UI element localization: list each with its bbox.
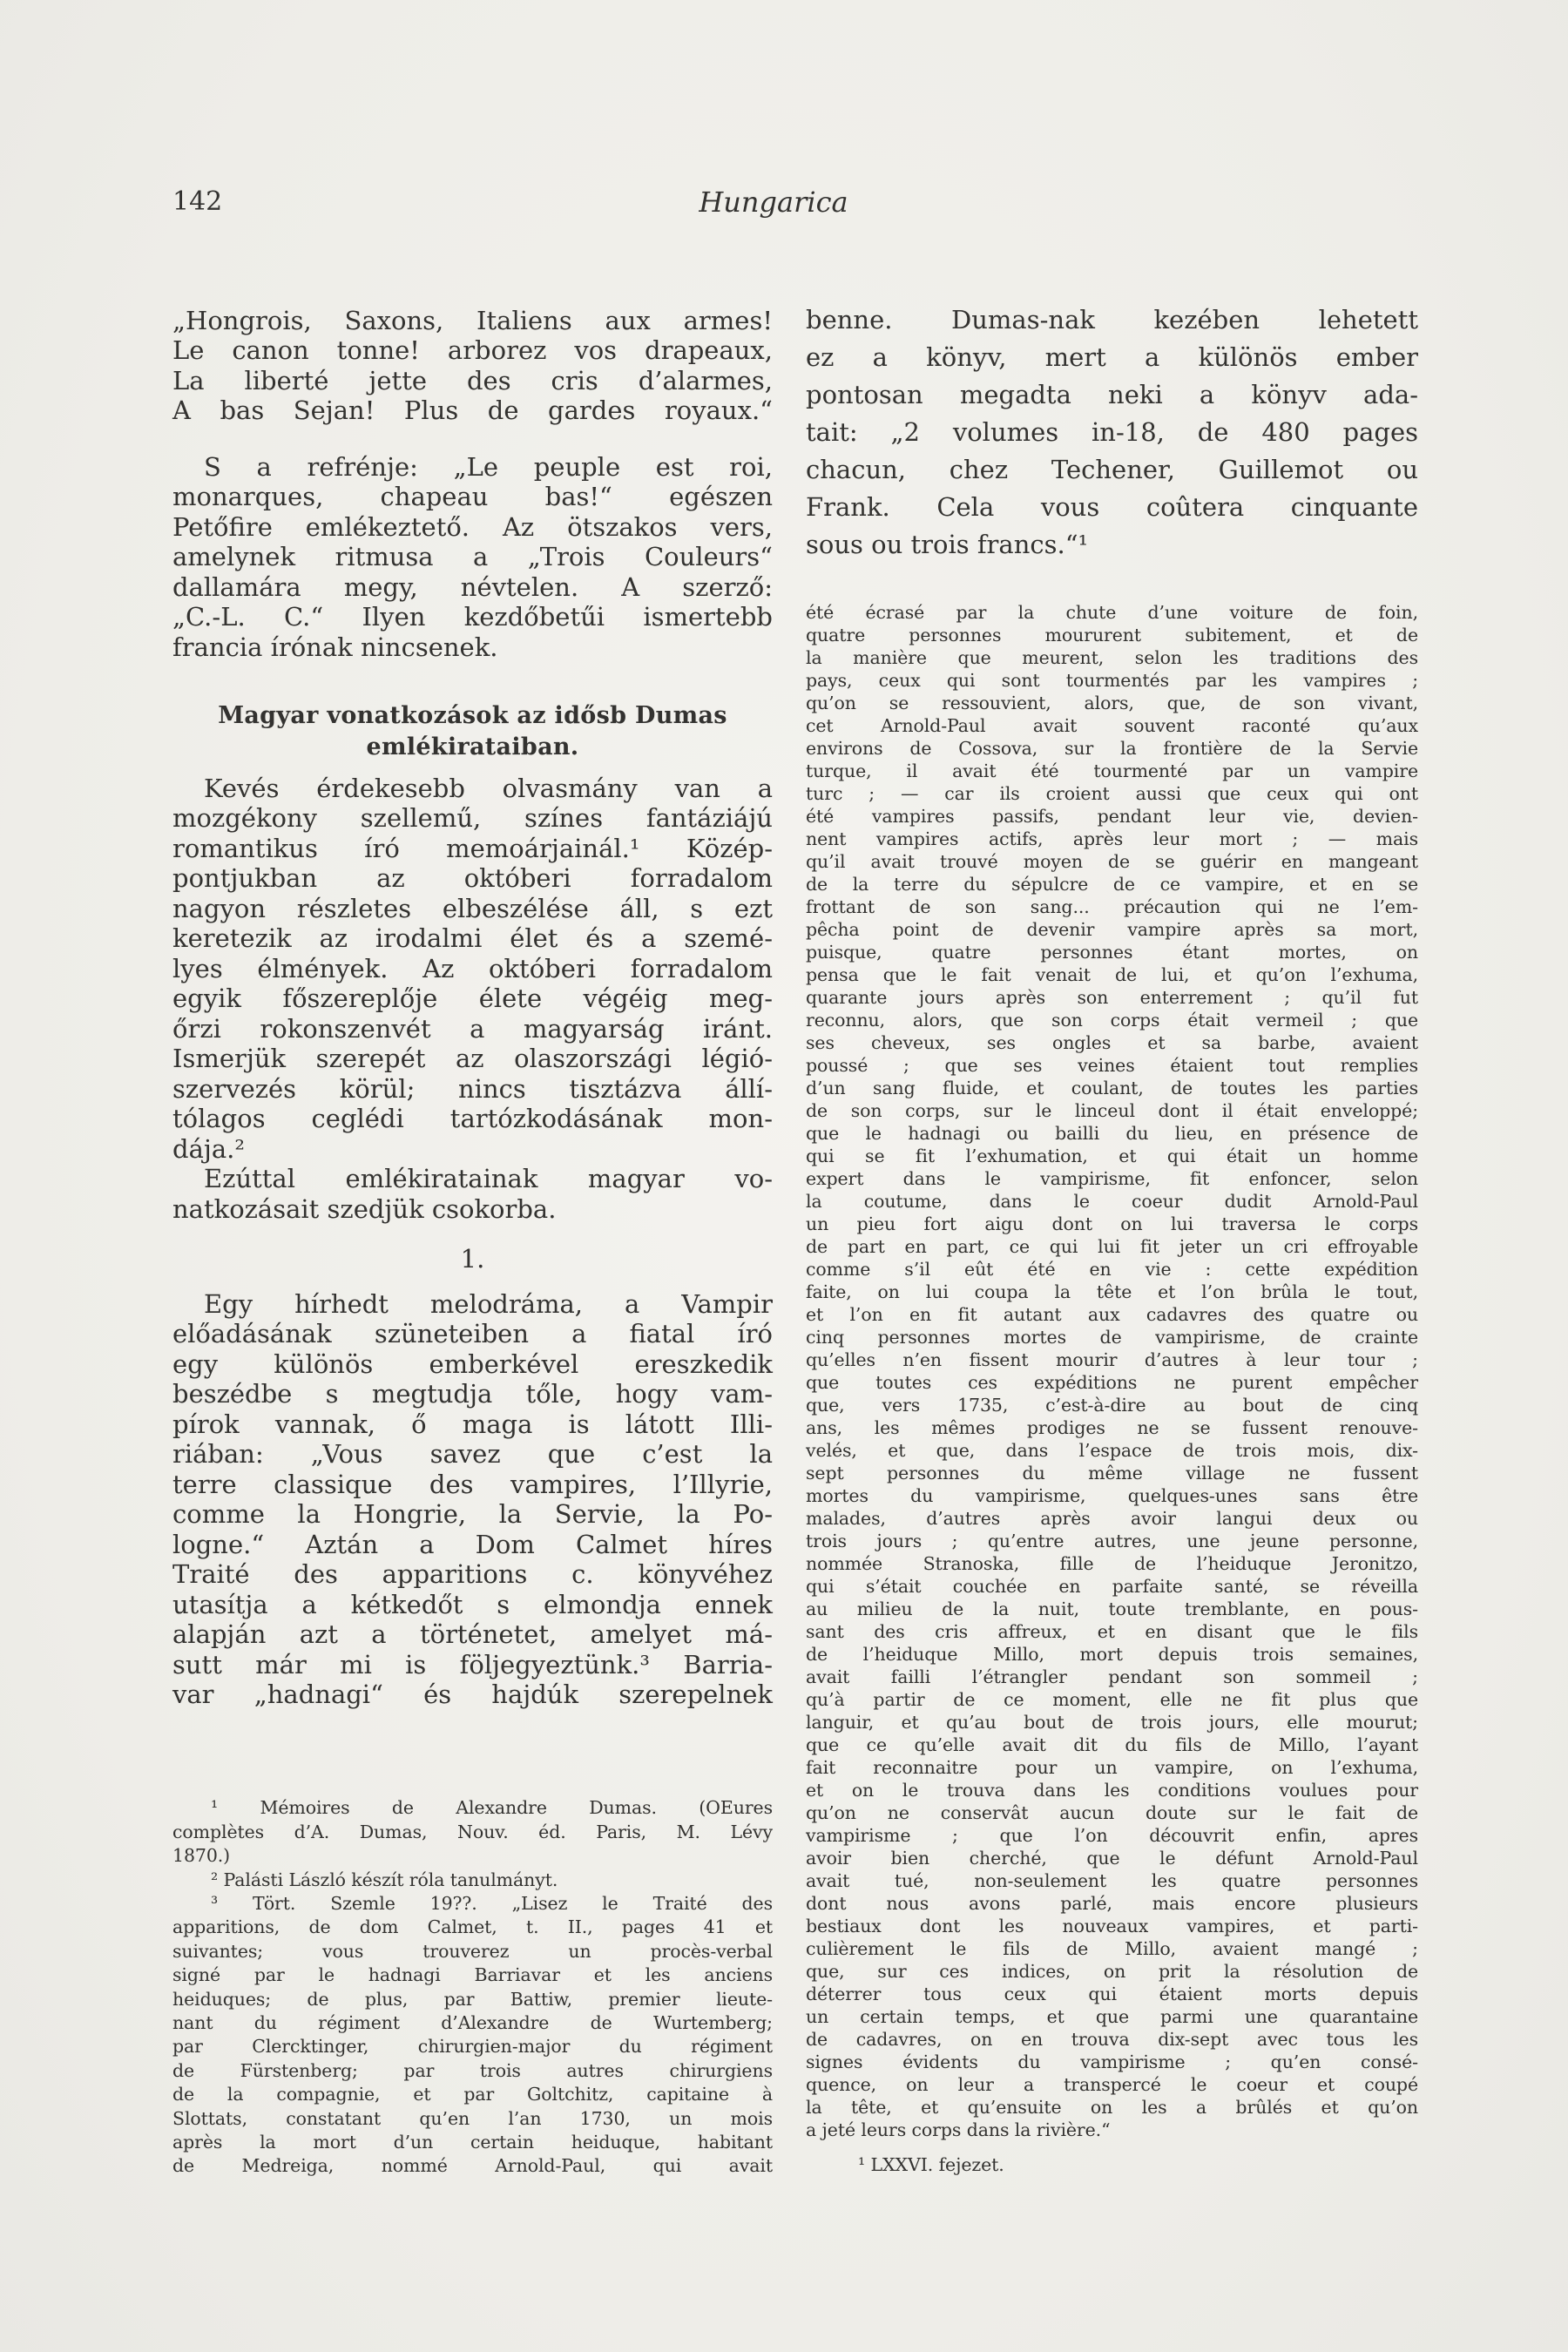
paragraph-line: dája.² (172, 1133, 245, 1164)
quote-line: nommée Stranoska, fille de l’heiduque Jeronitzo, (806, 1553, 1418, 1574)
paragraph-line: Egy hírhedt melodráma, a Vampir (204, 1288, 773, 1319)
quote-line: sept personnes du même village ne fussent (806, 1463, 1418, 1484)
paragraph-line: terre classique des vampires, l’Illyrie, (172, 1469, 773, 1499)
paragraph-line: riában: „Vous savez que c’est la (172, 1439, 773, 1470)
quote-line: qu’à partir de ce moment, elle ne fit plus que (806, 1689, 1418, 1710)
quote-line: qu’elles n’en fissent mourir d’autres à leur tour ; (806, 1349, 1418, 1370)
paragraph-line: ez a könyv, mert a különös ember (806, 341, 1418, 372)
quote-line: turc ; — car ils croient aussi que ceux qui ont (806, 783, 1418, 804)
quote-line: comme s’il eût été en vie : cette expédition (806, 1259, 1418, 1280)
paragraph-line: logne.“ Aztán a Dom Calmet híres (172, 1529, 773, 1559)
quote-line: poussé ; que ses veines étaient tout remplies (806, 1055, 1418, 1076)
footnote-line: Slottats, constatant qu’en l’an 1730, un mois (172, 2107, 773, 2129)
poem-line: A bas Sejan! Plus de gardes royaux.“ (172, 395, 773, 426)
footnote-line: ² Palásti László készít róla tanulmányt. (211, 1869, 558, 1890)
quote-line: mortes du vampirisme, quelques-unes sans être (806, 1485, 1418, 1506)
paragraph-line: sous ou trois francs.“¹ (806, 529, 1089, 559)
poem-line: „Hongrois, Saxons, Italiens aux armes! (172, 305, 773, 335)
paragraph-line: amelynek ritmusa a „Trois Couleurs“ (172, 542, 773, 572)
quote-line: frottant de son sang... précaution qui ne l’em- (806, 896, 1418, 917)
paragraph-line: pontosan megadta neki a könyv ada- (806, 379, 1418, 409)
footnote-line: ³ Tört. Szemle 19??. „Lisez le Traité des (211, 1892, 773, 1914)
quote-line: qu’on se ressouvient, alors, que, de son vivant, (806, 693, 1418, 713)
paragraph-line: monarques, chapeau bas!“ egészen (172, 482, 773, 512)
paragraph-line: keretezik az irodalmi élet és a szemé- (172, 923, 773, 954)
quote-line: quatre personnes moururent subitement, et de (806, 625, 1418, 645)
footnote-line: complètes d’A. Dumas, Nouv. éd. Paris, M. Lévy (172, 1821, 773, 1842)
quote-line: un certain temps, et que parmi une quarantaine (806, 2006, 1418, 2027)
quote-line: que toutes ces expéditions ne purent empêcher (806, 1372, 1418, 1393)
footnote-line: suivantes; vous trouverez un procès-verbal (172, 1940, 773, 1962)
quote-line: bestiaux dont les nouveaux vampires, et parti- (806, 1916, 1418, 1936)
paragraph-line: tólagos ceglédi tartózkodásának mon- (172, 1104, 773, 1134)
quote-line: dont nous avons parlé, mais encore plusieurs (806, 1893, 1418, 1914)
quote-line: avoir bien cherché, que le défunt Arnold-Paul (806, 1848, 1418, 1869)
footnote-line: apparitions, de dom Calmet, t. II., pages 41 et (172, 1916, 773, 1938)
section-number: 1. (460, 1244, 485, 1274)
quote-line: languir, et qu’au bout de trois jours, elle mourut; (806, 1712, 1418, 1733)
quote-line: environs de Cossova, sur la frontière de la Servie (806, 738, 1418, 759)
paragraph-line: alapján azt a történetet, amelyet má- (172, 1619, 773, 1650)
quote-line: un pieu fort aigu dont on lui traversa le corps (806, 1213, 1418, 1234)
section-heading-line: Magyar vonatkozások az idősb Dumas (218, 702, 727, 729)
paragraph-line: benne. Dumas-nak kezében lehetett (806, 304, 1418, 335)
footnote-line: heiduques; de plus, par Battiw, premier lieute- (172, 1988, 773, 2010)
quote-line: ses cheveux, ses ongles et sa barbe, avaient (806, 1032, 1418, 1053)
paragraph-line: Traité des apparitions c. könyvéhez (172, 1559, 773, 1590)
quote-line: quarante jours après son enterrement ; qu’il fut (806, 987, 1418, 1008)
quote-line: trois jours ; qu’entre autres, une jeune personne, (806, 1531, 1418, 1551)
footnote-line: après la mort d’un certain heiduque, habitant (172, 2131, 773, 2153)
paragraph-line: dallamára megy, névtelen. A szerző: (172, 571, 773, 602)
quote-line: turque, il avait été tourmenté par un vampire (806, 760, 1418, 781)
running-title: Hungarica (699, 186, 848, 219)
quote-line: cinq personnes mortes de vampirisme, de crainte (806, 1327, 1418, 1348)
paragraph-line: romantikus író memoárjainál.¹ Közép- (172, 833, 773, 863)
paragraph-line: S a refrénje: „Le peuple est roi, (204, 451, 773, 482)
paragraph-line: tait: „2 volumes in-18, de 480 pages (806, 416, 1418, 447)
paragraph-line: mozgékony szellemű, színes fantáziájú (172, 803, 773, 834)
quote-line: de part en part, ce qui lui fit jeter un cri effroyable (806, 1236, 1418, 1257)
quote-line: et l’on en fit autant aux cadavres des quatre ou (806, 1304, 1418, 1325)
paragraph-line: szervezés körül; nincs tisztázva állí- (172, 1073, 773, 1104)
paragraph-line: őrzi rokonszenvét a magyarság iránt. (172, 1013, 773, 1044)
quote-line: expert dans le vampirisme, fit enfoncer, selon (806, 1168, 1418, 1189)
paragraph-line: egyik főszereplője élete végéig meg- (172, 983, 773, 1014)
paragraph-line: chacun, chez Techener, Guillemot ou (806, 454, 1418, 484)
paragraph-line: egy különös emberkével ereszkedik (172, 1348, 773, 1379)
quote-line: été vampires passifs, pendant leur vie, devien- (806, 806, 1418, 827)
quote-line: culièrement le fils de Millo, avaient mangé ; (806, 1938, 1418, 1959)
quote-line: velés, et que, dans l’espace de trois mois, dix- (806, 1440, 1418, 1461)
quote-line: la tête, et qu’ensuite on les a brûlés et qu’on (806, 2097, 1418, 2118)
paragraph-line: Ezúttal emlékiratainak magyar vo- (204, 1164, 773, 1194)
footnote-line: nant du régiment d’Alexandre de Wurtemberg; (172, 2011, 773, 2033)
quote-line: malades, d’autres après avoir langui deux ou (806, 1508, 1418, 1529)
footnote-line: de la compagnie, et par Goltchitz, capitaine à (172, 2084, 773, 2105)
quote-line: déterrer tous ceux qui étaient morts depuis (806, 1984, 1418, 2004)
page-number: 142 (172, 186, 223, 217)
quote-line: que le hadnagi ou bailli du lieu, en présence de (806, 1123, 1418, 1144)
footnote-line: ¹ LXXVI. fejezet. (858, 2154, 1004, 2176)
quote-line: pensa que le fait venait de lui, et qu’on l’exhuma, (806, 964, 1418, 985)
paragraph-line: Kevés érdekesebb olvasmány van a (204, 773, 773, 803)
quote-line: pêcha point de devenir vampire après sa mort, (806, 919, 1418, 940)
quote-line: de l’heiduque Millo, mort depuis trois semaines, (806, 1644, 1418, 1665)
quote-line: reconnu, alors, que son corps était vermeil ; que (806, 1010, 1418, 1031)
quote-line: qui s’était couchée en parfaite santé, se réveilla (806, 1576, 1418, 1597)
paragraph-line: francia írónak nincsenek. (172, 632, 498, 662)
quote-line: la manière que meurent, selon les traditions des (806, 647, 1418, 668)
quote-line: de cadavres, on en trouva dix-sept avec tous les (806, 2029, 1418, 2050)
paragraph-line: nagyon részletes elbeszélése áll, s ezt (172, 893, 773, 923)
quote-line: de la terre du sépulcre de ce vampire, et en se (806, 874, 1418, 895)
section-heading-line: emlékirataiban. (366, 733, 579, 760)
quote-line: vampirisme ; que l’on découvrit enfin, apres (806, 1825, 1418, 1846)
quote-line: signes évidents du vampirisme ; qu’en consé- (806, 2051, 1418, 2072)
quote-line: été écrasé par la chute d’une voiture de foin, (806, 602, 1418, 623)
footnote-line: de Fürstenberg; par trois autres chirurgiens (172, 2059, 773, 2081)
paragraph-line: Ismerjük szerepét az olaszországi légió- (172, 1044, 773, 1074)
poem-line: Le canon tonne! arborez vos drapeaux, (172, 335, 773, 366)
quote-line: faite, on lui coupa la tête et l’on brûla le tout, (806, 1281, 1418, 1302)
quote-line: qu’il avait trouvé moyen de se guérir en mangeant (806, 851, 1418, 872)
quote-line: que, vers 1735, c’est-à-dire au bout de cinq (806, 1395, 1418, 1416)
paragraph-line: beszédbe s megtudja tőle, hogy vam- (172, 1379, 773, 1409)
quote-line: d’un sang fluide, et coulant, de toutes les parties (806, 1078, 1418, 1098)
quote-line: a jeté leurs corps dans la rivière.“ (806, 2119, 1111, 2140)
quote-line: cet Arnold-Paul avait souvent raconté qu’aux (806, 715, 1418, 736)
paragraph-line: natkozásait szedjük csokorba. (172, 1193, 557, 1224)
quote-line: ans, les mêmes prodiges ne se fussent renouve- (806, 1417, 1418, 1438)
paragraph-line: pontjukban az októberi forradalom (172, 863, 773, 894)
paragraph-line: Petőfire emlékeztető. Az ötszakos vers, (172, 511, 773, 542)
paragraph-line: lyes élmények. Az októberi forradalom (172, 953, 773, 983)
quote-line: fait reconnaitre pour un vampire, on l’exhuma, (806, 1757, 1418, 1778)
quote-line: pays, ceux qui sont tourmentés par les vampires ; (806, 670, 1418, 691)
paragraph-line: előadásának szüneteiben a fiatal író (172, 1319, 773, 1349)
poem-line: La liberté jette des cris d’alarmes, (172, 365, 773, 395)
quote-line: puisque, quatre personnes étant mortes, on (806, 942, 1418, 963)
footnote-line: signé par le hadnagi Barriavar et les anciens (172, 1964, 773, 1986)
footnote-line: par Clercktinger, chirurgien-major du régiment (172, 2036, 773, 2058)
paragraph-line: comme la Hongrie, la Servie, la Po- (172, 1499, 773, 1530)
footnote-line: 1870.) (172, 1845, 231, 1867)
quote-line: avait failli l’étrangler pendant son sommeil ; (806, 1666, 1418, 1687)
quote-line: sant des cris affreux, et en disant que le fils (806, 1621, 1418, 1642)
quote-line: que, sur ces indices, on prit la résolution de (806, 1961, 1418, 1982)
quote-line: au milieu de la nuit, toute tremblante, en pous- (806, 1598, 1418, 1619)
quote-line: avait tué, non-seulement les quatre personnes (806, 1870, 1418, 1891)
quote-line: que ce qu’elle avait dit du fils de Millo, l’ayant (806, 1734, 1418, 1755)
quote-line: nent vampires actifs, après leur mort ; — mais (806, 828, 1418, 849)
quote-line: quence, on leur a transpercé le coeur et coupé (806, 2074, 1418, 2095)
paragraph-line: pírok vannak, ő maga is látott Illi- (172, 1409, 773, 1439)
quote-line: la coutume, dans le coeur dudit Arnold-Paul (806, 1191, 1418, 1212)
paragraph-line: Frank. Cela vous coûtera cinquante (806, 491, 1418, 522)
footnote-line: ¹ Mémoires de Alexandre Dumas. (OEures (211, 1797, 773, 1819)
quote-line: de son corps, sur le linceul dont il était enveloppé; (806, 1100, 1418, 1121)
paragraph-line: utasítja a kétkedőt s elmondja ennek (172, 1589, 773, 1619)
footnote-line: de Medreiga, nommé Arnold-Paul, qui avait (172, 2155, 773, 2177)
quote-line: et on le trouva dans les conditions voulues pour (806, 1780, 1418, 1801)
paragraph-line: sutt már mi is följegyeztünk.³ Barria- (172, 1649, 773, 1680)
quote-line: qui se fit l’exhumation, et qui était un homme (806, 1146, 1418, 1166)
paragraph-line: „C.-L. C.“ Ilyen kezdőbetűi ismertebb (172, 602, 773, 632)
paragraph-line: var „hadnagi“ és hajdúk szerepelnek (172, 1680, 773, 1710)
quote-line: qu’on ne conservât aucun doute sur le fait de (806, 1802, 1418, 1823)
